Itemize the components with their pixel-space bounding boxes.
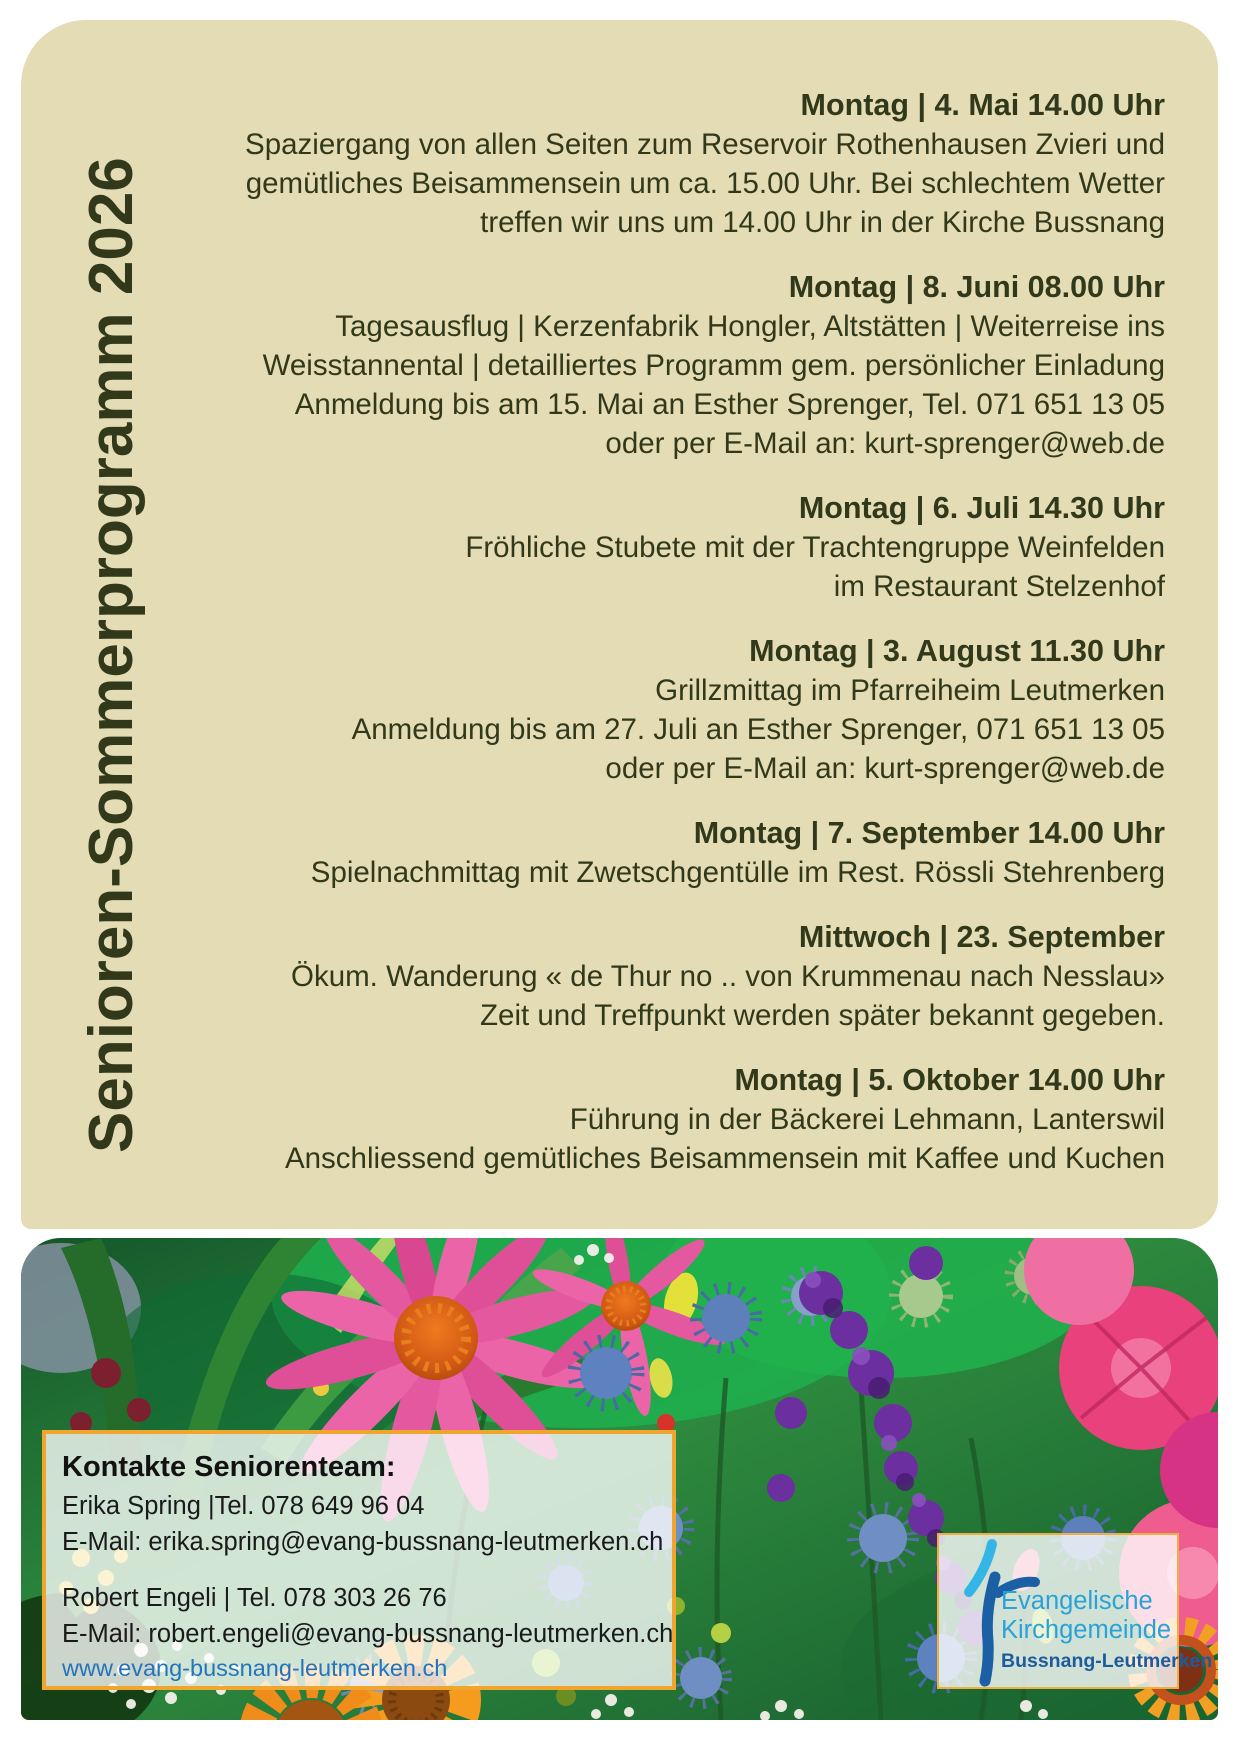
event-detail-line: Fröhliche Stubete mit der Trachtengruppe Weinfelden bbox=[465, 531, 1165, 564]
event-date-header: Montag | 7. September 14.00 Uhr bbox=[693, 816, 1165, 850]
logo-line-3: Bussnang-Leutmerken bbox=[1001, 1650, 1213, 1672]
event-september-7 bbox=[180, 814, 1165, 892]
event-july bbox=[180, 489, 1165, 606]
event-date-header: Mittwoch | 23. September bbox=[798, 920, 1165, 954]
event-detail-line: Anmeldung bis am 15. Mai an Esther Sprenger, Tel. 071 651 13 05 bbox=[294, 388, 1165, 421]
event-detail-line: oder per E-Mail an: kurt-sprenger@web.de bbox=[605, 427, 1165, 460]
event-detail-line: gemütliches Beisammensein um ca. 15.00 Uhr. Bei schlechtem Wetter bbox=[245, 167, 1165, 200]
program-panel bbox=[21, 20, 1218, 1229]
event-detail-line: Spaziergang von allen Seiten zum Reservoir Rothenhausen Zvieri und bbox=[245, 128, 1165, 161]
contact-card bbox=[42, 1430, 676, 1690]
page-title: Senioren-Sommerprogramm 2026 bbox=[77, 157, 146, 1153]
event-detail-line: Führung in der Bäckerei Lehmann, Lanterswil bbox=[569, 1103, 1165, 1136]
event-date-header: Montag | 8. Juni 08.00 Uhr bbox=[788, 270, 1165, 304]
event-detail-line: Ökum. Wanderung « de Thur no .. von Krummenau nach Nesslau» bbox=[291, 960, 1165, 993]
event-detail-line: Anmeldung bis am 27. Juli an Esther Sprenger, 071 651 13 05 bbox=[351, 713, 1165, 746]
contact-erika-phone: Erika Spring |Tel. 078 649 96 04 bbox=[62, 1492, 425, 1520]
event-date-header: Montag | 4. Mai 14.00 Uhr bbox=[800, 88, 1165, 122]
event-date-header: Montag | 6. Juli 14.30 Uhr bbox=[798, 491, 1165, 525]
event-detail-line: Weisstannental | detailliertes Programm gem. persönlicher Einladung bbox=[262, 349, 1165, 382]
event-detail-line: oder per E-Mail an: kurt-sprenger@web.de bbox=[605, 752, 1165, 785]
contact-heading: Kontakte Seniorenteam: bbox=[62, 1451, 396, 1483]
logo-line-2: Kirchgemeinde bbox=[1001, 1616, 1172, 1644]
event-detail-line: Zeit und Treffpunkt werden später bekannt gegeben. bbox=[480, 999, 1165, 1032]
event-october bbox=[180, 1061, 1165, 1178]
event-date-header: Montag | 3. August 11.30 Uhr bbox=[749, 634, 1165, 668]
website-link[interactable]: www.evang-bussnang-leutmerken.ch bbox=[62, 1655, 448, 1681]
event-detail-line: Tagesausflug | Kerzenfabrik Hongler, Altstätten | Weiterreise ins bbox=[335, 310, 1165, 343]
church-logo-card bbox=[937, 1533, 1213, 1689]
event-detail-line: treffen wir uns um 14.00 Uhr in der Kirche Bussnang bbox=[480, 206, 1165, 239]
event-august bbox=[180, 632, 1165, 788]
event-june bbox=[180, 268, 1165, 463]
church-logo-text bbox=[1001, 1587, 1212, 1673]
event-detail-line: Spielnachmittag mit Zwetschgentülle im Rest. Rössli Stehrenberg bbox=[310, 856, 1165, 889]
event-date-header: Montag | 5. Oktober 14.00 Uhr bbox=[734, 1063, 1165, 1097]
event-september-23 bbox=[180, 918, 1165, 1035]
logo-line-1: Evangelische bbox=[1001, 1587, 1153, 1615]
event-detail-line: Anschliessend gemütliches Beisammensein mit Kaffee und Kuchen bbox=[284, 1142, 1165, 1175]
event-detail-line: im Restaurant Stelzenhof bbox=[833, 570, 1165, 603]
event-may bbox=[180, 86, 1165, 242]
contact-erika-email: E-Mail: erika.spring@evang-bussnang-leutmerken.ch bbox=[62, 1528, 664, 1556]
flower-photo bbox=[21, 1238, 1218, 1720]
contact-robert-email: E-Mail: robert.engeli@evang-bussnang-leutmerken.ch bbox=[62, 1620, 674, 1648]
event-detail-line: Grillzmittag im Pfarreiheim Leutmerken bbox=[655, 674, 1165, 707]
contact-robert-phone: Robert Engeli | Tel. 078 303 26 76 bbox=[62, 1584, 447, 1612]
event-list bbox=[180, 86, 1165, 1204]
